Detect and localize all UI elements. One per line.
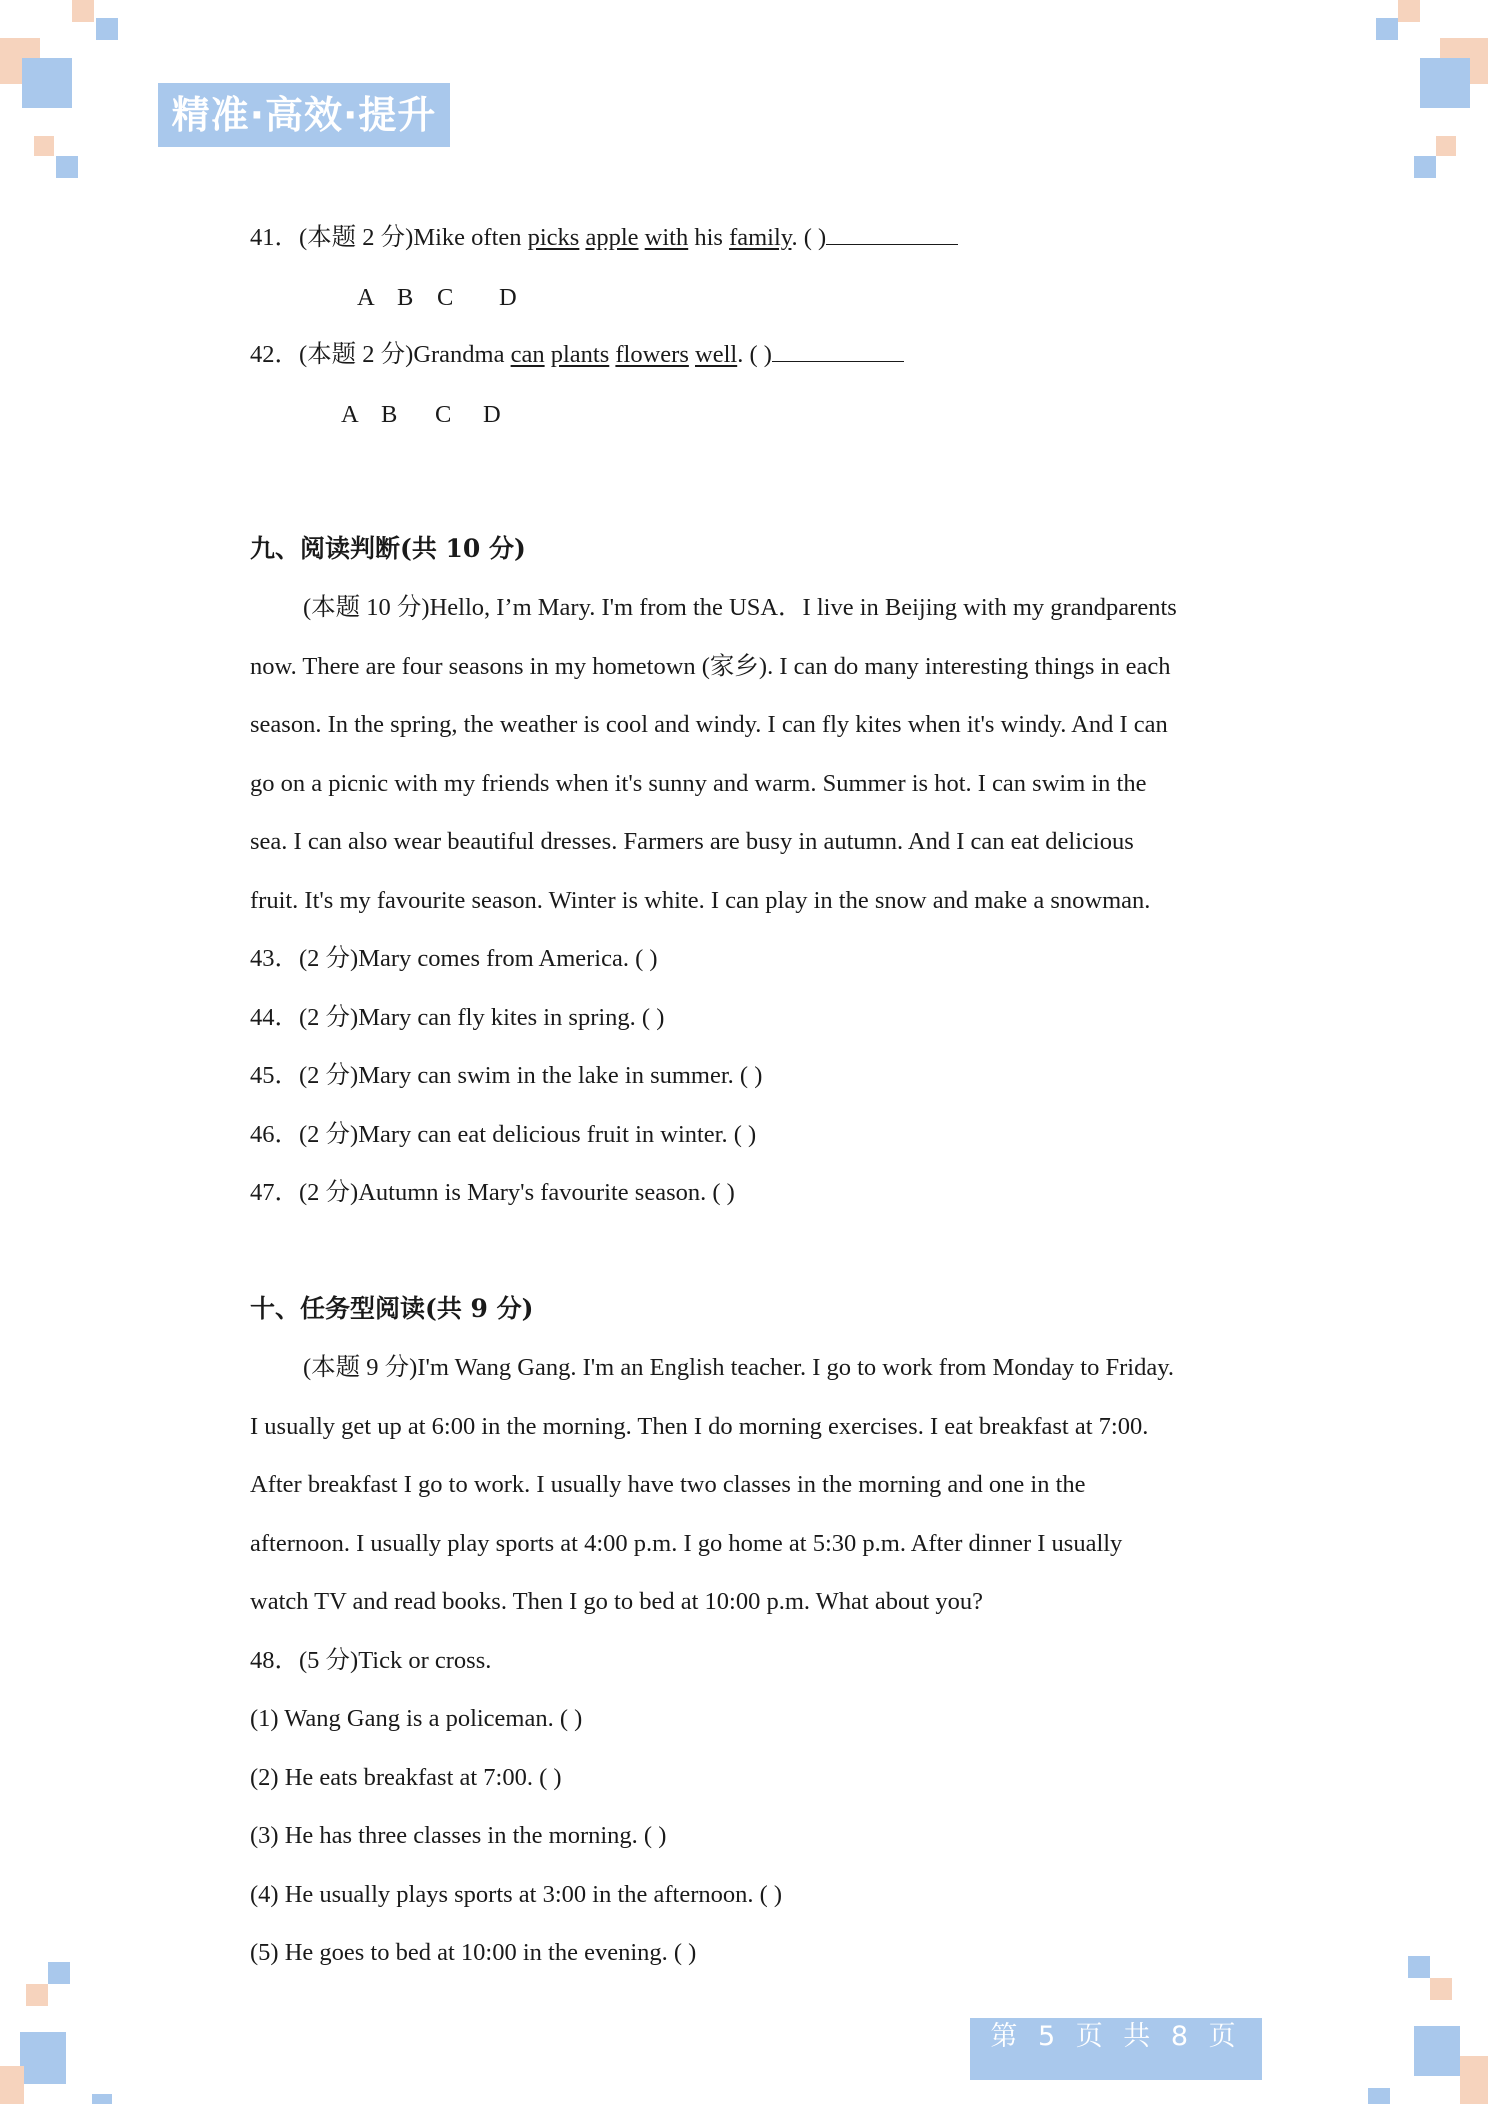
- corner-decoration: [1414, 2026, 1460, 2076]
- underlined-word-d: well: [695, 341, 738, 368]
- answer-blank[interactable]: [826, 222, 958, 245]
- corner-decoration: [20, 2032, 66, 2084]
- corner-decoration: [1430, 1978, 1452, 2000]
- tick-cross-item: (1) Wang Gang is a policeman. ( ): [250, 1705, 583, 1732]
- question-43: 43．(2 分)Mary comes from America. ( ): [250, 945, 658, 972]
- tick-cross-item: (2) He eats breakfast at 7:00. ( ): [250, 1764, 562, 1791]
- options-42: A B C D: [341, 401, 501, 428]
- tick-cross-item: (3) He has three classes in the morning. ( ): [250, 1822, 667, 1849]
- underlined-word-d: family: [729, 224, 792, 251]
- section-10-title: 十、任务型阅读(共 9 分): [250, 1294, 534, 1323]
- passage-line: (本题 10 分)Hello, I’m Mary. I'm from the USA．I live in Beijing with my grandparents: [303, 594, 1177, 621]
- corner-decoration: [22, 58, 72, 108]
- corner-decoration: [34, 136, 54, 156]
- answer-blank[interactable]: [772, 339, 904, 362]
- question-44: 44．(2 分)Mary can fly kites in spring. ( ): [250, 1004, 665, 1031]
- passage-line: sea. I can also wear beautiful dresses. Farmers are busy in autumn. And I can eat delicious: [250, 828, 1134, 855]
- page-number: 第 5 页 共 8 页: [970, 2018, 1262, 2080]
- passage-line: afternoon. I usually play sports at 4:00 p.m. I go home at 5:30 p.m. After dinner I usually: [250, 1530, 1123, 1557]
- corner-decoration: [96, 18, 118, 40]
- question-45: 45．(2 分)Mary can swim in the lake in summer. ( ): [250, 1062, 763, 1089]
- underlined-word-c: flowers: [615, 341, 689, 368]
- passage-line: (本题 9 分)I'm Wang Gang. I'm an English teacher. I go to work from Monday to Friday.: [303, 1354, 1174, 1381]
- tick-cross-item: (4) He usually plays sports at 3:00 in the afternoon. ( ): [250, 1881, 783, 1908]
- corner-decoration: [1460, 2056, 1488, 2104]
- tick-cross-item: (5) He goes to bed at 10:00 in the evening. ( ): [250, 1939, 697, 1966]
- corner-decoration: [48, 1962, 70, 1984]
- underlined-word-a: can: [510, 341, 545, 368]
- question-42: 42．(本题 2 分)Grandma can plants flowers well. ( ): [250, 339, 904, 371]
- corner-decoration: [1376, 18, 1398, 40]
- corner-decoration: [26, 1984, 48, 2006]
- passage-line: After breakfast I go to work. I usually have two classes in the morning and one in the: [250, 1471, 1086, 1498]
- passage-line: now. There are four seasons in my hometown (家乡). I can do many interesting things in each: [250, 653, 1171, 680]
- passage-line: watch TV and read books. Then I go to bed at 10:00 p.m. What about you?: [250, 1588, 984, 1615]
- corner-decoration: [1436, 136, 1456, 156]
- passage-line: go on a picnic with my friends when it's sunny and warm. Summer is hot. I can swim in the: [250, 770, 1147, 797]
- question-46: 46．(2 分)Mary can eat delicious fruit in winter. ( ): [250, 1121, 757, 1148]
- section-9-title: 九、阅读判断(共 10 分): [250, 534, 526, 563]
- corner-decoration: [56, 156, 78, 178]
- corner-decoration: [92, 2094, 112, 2104]
- corner-decoration: [1408, 1956, 1430, 1978]
- underlined-word-c: with: [644, 224, 689, 251]
- passage-line: season. In the spring, the weather is cool and windy. I can fly kites when it's windy. And I can: [250, 711, 1168, 738]
- corner-decoration: [72, 0, 94, 22]
- question-47: 47．(2 分)Autumn is Mary's favourite season. ( ): [250, 1179, 735, 1206]
- question-41: 41．(本题 2 分)Mike often picks apple with his family. ( ): [250, 222, 958, 254]
- corner-decoration: [0, 2066, 24, 2104]
- underlined-word-a: picks: [527, 224, 580, 251]
- passage-line: fruit. It's my favourite season. Winter is white. I can play in the snow and make a snowman.: [250, 887, 1151, 914]
- corner-decoration: [1398, 0, 1420, 22]
- underlined-word-b: apple: [585, 224, 639, 251]
- corner-decoration: [1414, 156, 1436, 178]
- underlined-word-b: plants: [550, 341, 610, 368]
- corner-decoration: [1420, 58, 1470, 108]
- question-48: 48．(5 分)Tick or cross.: [250, 1647, 492, 1674]
- corner-decoration: [1368, 2088, 1390, 2104]
- options-41: A B C D: [357, 284, 517, 311]
- passage-line: I usually get up at 6:00 in the morning. Then I do morning exercises. I eat breakfast at 7:00.: [250, 1413, 1149, 1440]
- brand-banner: 精准·高效·提升: [158, 83, 450, 147]
